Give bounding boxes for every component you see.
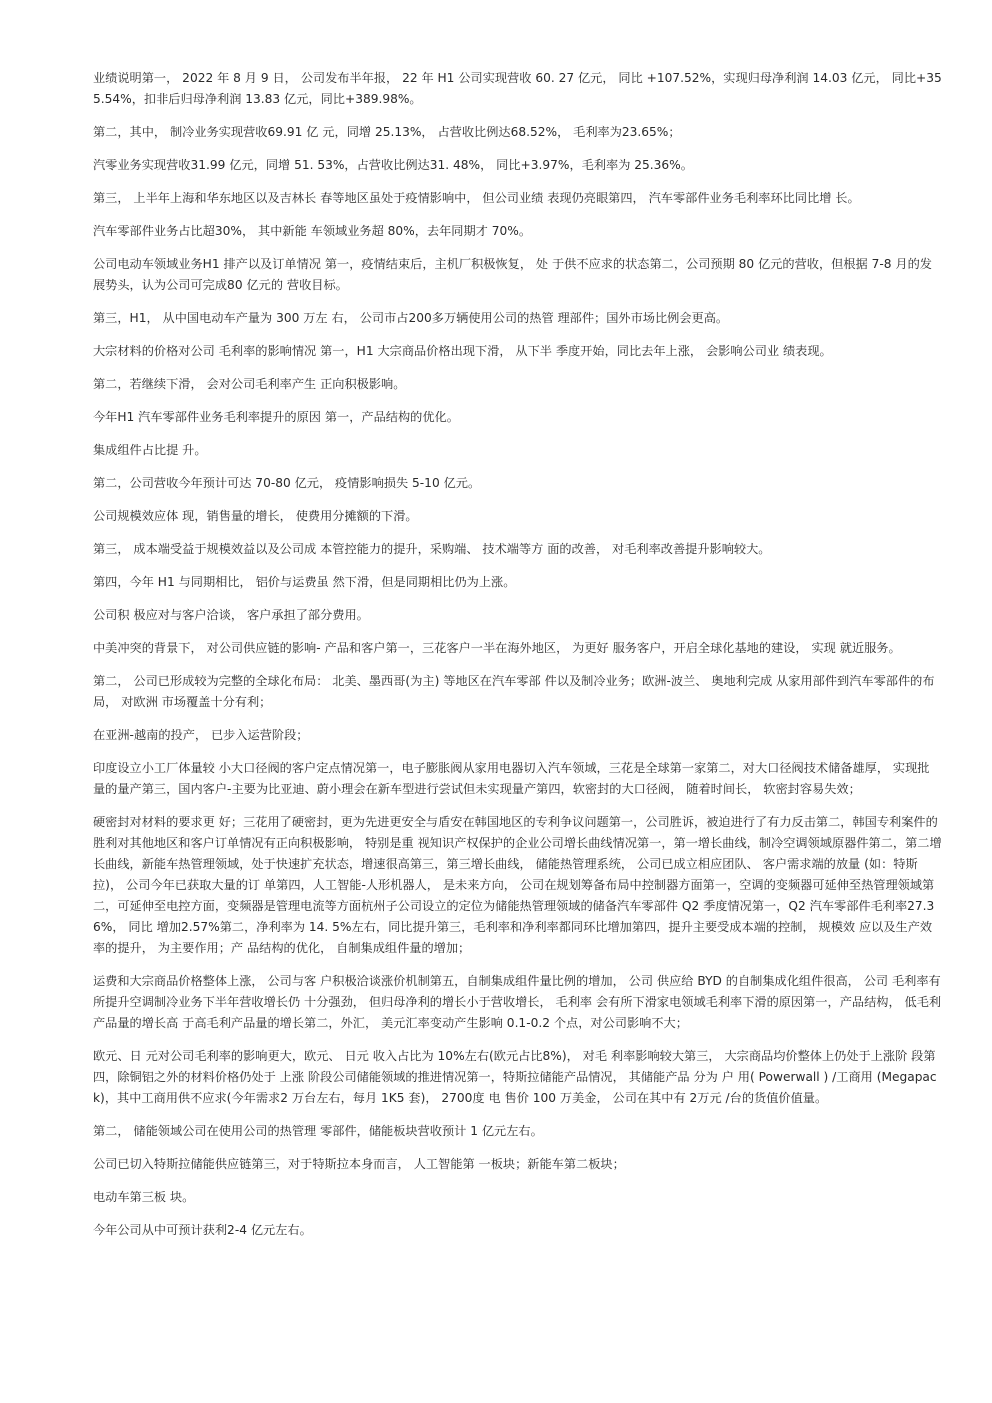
document-body: [93, 68, 943, 1253]
paragraph-revenue-forecast: 第二，公司营收今年预计可达 70-80 亿元， 疫情影响损失 5-10 亿元。: [93, 476, 481, 490]
paragraph-auto-parts-share: 汽车零部件业务占比超30%， 其中新能 车领域业务超 80%，去年同期才 70%。: [93, 224, 532, 238]
paragraph-cost-control: 第三， 成本端受益于规模效益以及公司成 本管控能力的提升，采购端、 技术端等方 面的改善， 对毛利率改善提升影响较大。: [93, 542, 771, 556]
paragraph-scale-effect: 公司规模效应体 现，销售量的增长， 使费用分摊额的下滑。: [93, 509, 418, 523]
paragraph-ev-orders: 公司电动车领域业务H1 排产以及订单情况 第一，疫情结束后，主机厂积极恢复， 处 于供不应求的状态第二，公司预期 80 亿元的营收，但根据 7-8 月的发展势头，认为公司可完成80 亿元的 营收目标。: [93, 257, 932, 292]
paragraph-customer-negotiation: 公司积 极应对与客户洽谈， 客户承担了部分费用。: [93, 608, 369, 622]
paragraph-fx-energy-storage: 欧元、日 元对公司毛利率的影响更大，欧元、 日元 收入占比为 10%左右(欧元占比8%)， 对毛 利率影响较大第三， 大宗商品均价整体上仍处于上涨阶 段第四，除铜铝之外的材料价格仍处于 上涨 阶段公司储能领域的推进情况第一，特斯拉储能产品情况， 其储能产品 分为 户 用( Powerwall ) /工商用 (Megapack)，其中工商用供不应求(今年需求2 万台左右，每月 1K5 套)， 2700度 电 售价 100 万美金， 公司在其中有 2万元 /台的货值价值量。: [93, 1049, 937, 1105]
paragraph-ev-third-segment: 电动车第三板 块。: [93, 1190, 195, 1204]
paragraph-commodity-prices: 大宗材料的价格对公司 毛利率的影响情况 第一，H1 大宗商品价格出现下滑， 从下半 季度开始，同比去年上涨， 会影响公司业 绩表现。: [93, 344, 832, 358]
paragraph-hard-seal-growth: 硬密封对材料的要求更 好；三花用了硬密封，更为先进更安全与盾安在韩国地区的专利争议问题第一，公司胜诉，被迫进行了有力反击第二，韩国专利案件的胜利对其他地区和客户订单情况有正向积极影响， 特别是重 视知识产权保护的企业公司增长曲线情况第一，第一增长曲线，制冷空调领域原器件第二，第二增长曲线，新能车热管理领域，处于快速扩充状态，增速很高第三，第三增长曲线， 储能热管理系统， 公司已成立相应团队、 客户需求端的放量 (如：特斯拉)， 公司今年已获取大量的订 单第四，人工智能-人形机器人， 是未来方向， 公司在规划筹备布局中控制器方面第一，空调的变频器可延伸至热管理领域第二，可延伸至电控方面，变频器是管理电流等方面杭州子公司设立的定位为储能热管理领域的储备汽车零部件 Q2 季度情况第一，Q2 汽车零部件毛利率27.36%， 同比 增加2.57%第二，净利率为 14. 5%左右，同比提升第三，毛利率和净利率都同环比增加第四，提升主要受成本端的控制， 规模效 应以及生产效率的提升， 为主要作用；产 品结构的优化， 自制集成组件量的增加；: [93, 815, 942, 955]
paragraph-india-valves: 印度设立小工厂体量较 小大口径阀的客户定点情况第一，电子膨胀阀从家用电器切入汽车领域，三花是全球第一家第二，对大口径阀技术储备雄厚， 实现批 量的量产第三，国内客户-主要为比亚迪、蔚小理会在新车型进行尝试但未实现量产第四，软密封的大口径阀， 随着时间长， 软密封容易失效；: [93, 761, 930, 796]
paragraph-aluminum-freight: 第四，今年 H1 与同期相比， 铝价与运费虽 然下滑，但是同期相比仍为上涨。: [93, 575, 516, 589]
paragraph-tesla-supply-chain: 公司已切入特斯拉储能供应链第三，对于特斯拉本身而言， 人工智能第 一板块；新能车第二板块；: [93, 1157, 625, 1171]
paragraph-supply-chain: 中美冲突的背景下， 对公司供应链的影响- 产品和客户第一，三花客户一半在海外地区， 为更好 服务客户，开启全球化基地的建设， 实现 就近服务。: [93, 641, 901, 655]
paragraph-margin-reasons: 今年H1 汽车零部件业务毛利率提升的原因 第一，产品结构的优化。: [93, 410, 459, 424]
paragraph-vietnam: 在亚洲-越南的投产， 已步入运营阶段；: [93, 728, 309, 742]
paragraph-storage-revenue: 第二， 储能领域公司在使用公司的热管理 零部件，储能板块营收预计 1 亿元左右。: [93, 1124, 543, 1138]
paragraph-performance-summary: 业绩说明第一， 2022 年 8 月 9 日， 公司发布半年报， 22 年 H1 公司实现营收 60. 27 亿元， 同比 +107.52%，实现归母净利润 14.03 亿元， 同比+355.54%，扣非后归母净利润 13.83 亿元，同比+389.98%。: [93, 71, 942, 106]
paragraph-freight-appliance-margin: 运费和大宗商品价格整体上涨， 公司与客 户积极洽谈涨价机制第五，自制集成组件量比例的增加， 公司 供应给 BYD 的自制集成化组件很高， 公司 毛利率有所提升空调制冷业务下半年营收增长仍 十分强劲， 但归母净利的增长小于营收增长， 毛利率 会有所下滑家电领域毛利率下滑的原因第一，产品结构， 低毛利产品量的增长高 于高毛利产品量的增长第二，外汇， 美元汇率变动产生影响 0.1-0.2 个点，对公司影响不大；: [93, 974, 942, 1030]
paragraph-regional-impact: 第三， 上半年上海和华东地区以及吉林长 春等地区虽处于疫情影响中， 但公司业绩 表现仍亮眼第四， 汽车零部件业务毛利率环比同比增 长。: [93, 191, 860, 205]
paragraph-commodity-decline: 第二，若继续下滑， 会对公司毛利率产生 正向积极影响。: [93, 377, 406, 391]
paragraph-ev-market-share: 第三，H1， 从中国电动车产量为 300 万左 右， 公司市占200多万辆使用公司的热管 理部件；国外市场比例会更高。: [93, 311, 729, 325]
paragraph-integrated-components: 集成组件占比提 升。: [93, 443, 207, 457]
paragraph-profit-forecast: 今年公司从中可预计获利2-4 亿元左右。: [93, 1223, 312, 1237]
paragraph-global-layout: 第二， 公司已形成较为完整的全球化布局： 北美、墨西哥(为主) 等地区在汽车零部 件以及制冷业务；欧洲-波兰、 奥地利完成 从家用部件到汽车零部件的布局， 对欧洲 市场覆盖十分有利；: [93, 674, 935, 709]
paragraph-auto-parts-revenue: 汽零业务实现营收31.99 亿元，同增 51. 53%，占营收比例达31. 48%， 同比+3.97%，毛利率为 25.36%。: [93, 158, 693, 172]
paragraph-refrigeration-revenue: 第二，其中， 制冷业务实现营收69.91 亿 元，同增 25.13%， 占营收比例达68.52%， 毛利率为23.65%；: [93, 125, 681, 139]
